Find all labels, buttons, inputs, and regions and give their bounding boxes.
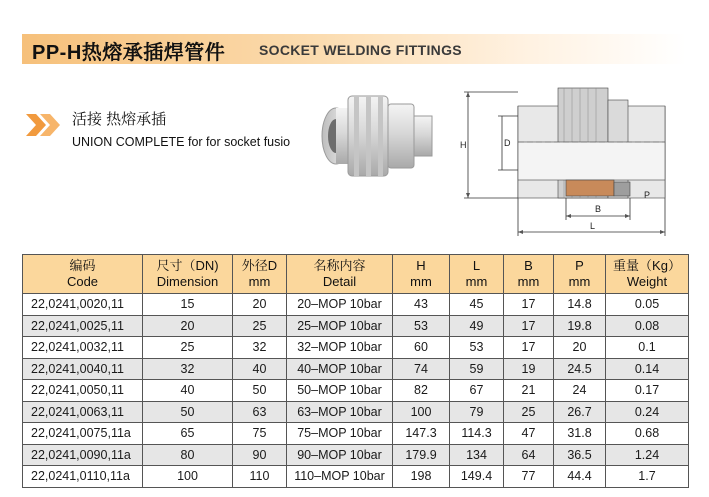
table-cell: 17	[504, 315, 554, 337]
column-header-en: Detail	[322, 274, 357, 289]
column-header-cn: 名称内容	[313, 258, 366, 273]
table-cell: 1.24	[606, 444, 689, 466]
table-row	[23, 423, 689, 445]
table-cell: 24	[554, 380, 606, 402]
table-row	[23, 380, 689, 402]
table-cell: 0.68	[606, 423, 689, 445]
column-header-en: mm	[517, 274, 540, 289]
table-cell: 22,0241,0090,11a	[23, 444, 143, 466]
table-cell: 25	[143, 337, 233, 359]
label-h: H	[460, 140, 467, 150]
column-header-cn: P	[575, 258, 584, 273]
table-header-row	[23, 255, 689, 294]
table-cell: 32	[143, 358, 233, 380]
column-header	[393, 255, 450, 294]
product-name-en: UNION COMPLETE for for socket fusio	[72, 135, 291, 149]
technical-drawing	[458, 86, 672, 240]
table-cell: 63–MOP 10bar	[287, 401, 393, 423]
table-cell: 90–MOP 10bar	[287, 444, 393, 466]
table-cell: 22,0241,0025,11	[23, 315, 143, 337]
table-cell: 0.08	[606, 315, 689, 337]
specs-table	[22, 254, 689, 488]
table-cell: 22,0241,0110,11a	[23, 466, 143, 488]
table-cell: 24.5	[554, 358, 606, 380]
column-header	[450, 255, 504, 294]
table-cell: 22,0241,0063,11	[23, 401, 143, 423]
table-cell: 198	[393, 466, 450, 488]
table-cell: 100	[393, 401, 450, 423]
table-row	[23, 315, 689, 337]
table-cell: 26.7	[554, 401, 606, 423]
table-body	[23, 294, 689, 488]
table-cell: 75–MOP 10bar	[287, 423, 393, 445]
column-header-en: mm	[410, 274, 432, 289]
table-cell: 36.5	[554, 444, 606, 466]
table-cell: 59	[450, 358, 504, 380]
table-cell: 40–MOP 10bar	[287, 358, 393, 380]
table-cell: 22,0241,0040,11	[23, 358, 143, 380]
column-header-en: mm	[248, 274, 271, 289]
table-cell: 77	[504, 466, 554, 488]
column-header	[233, 255, 287, 294]
table-cell: 32	[233, 337, 287, 359]
table-cell: 19.8	[554, 315, 606, 337]
table-cell: 17	[504, 294, 554, 316]
column-header	[23, 255, 143, 294]
table-cell: 20	[554, 337, 606, 359]
table-cell: 22,0241,0020,11	[23, 294, 143, 316]
table-cell: 40	[143, 380, 233, 402]
table-cell: 179.9	[393, 444, 450, 466]
table-cell: 15	[143, 294, 233, 316]
table-cell: 50	[233, 380, 287, 402]
table-cell: 82	[393, 380, 450, 402]
table-cell: 25–MOP 10bar	[287, 315, 393, 337]
table-cell: 1.7	[606, 466, 689, 488]
column-header-cn: 编码	[69, 258, 96, 273]
table-cell: 0.1	[606, 337, 689, 359]
table-cell: 63	[233, 401, 287, 423]
label-d: D	[504, 138, 511, 148]
column-header-cn: L	[472, 258, 481, 273]
double-chevron-right-icon	[24, 112, 64, 138]
product-photo	[318, 88, 438, 184]
table-cell: 20–MOP 10bar	[287, 294, 393, 316]
table-cell: 65	[143, 423, 233, 445]
table-cell: 19	[504, 358, 554, 380]
table-cell: 45	[450, 294, 504, 316]
column-header	[143, 255, 233, 294]
table-cell: 0.24	[606, 401, 689, 423]
table-cell: 64	[504, 444, 554, 466]
table-cell: 110–MOP 10bar	[287, 466, 393, 488]
table-cell: 149.4	[450, 466, 504, 488]
label-b: B	[595, 204, 602, 214]
column-header	[287, 255, 393, 294]
table-cell: 50	[143, 401, 233, 423]
column-header-cn: H	[416, 258, 426, 273]
table-cell: 22,0241,0032,11	[23, 337, 143, 359]
table-row	[23, 294, 689, 316]
column-header-en: Weight	[626, 274, 668, 289]
table-cell: 32–MOP 10bar	[287, 337, 393, 359]
table-cell: 43	[393, 294, 450, 316]
table-row	[23, 466, 689, 488]
table-row	[23, 444, 689, 466]
column-header	[606, 255, 689, 294]
label-l: L	[590, 221, 596, 231]
column-header-cn: 外径D	[241, 258, 278, 273]
table-cell: 20	[143, 315, 233, 337]
column-header-en: mm	[465, 274, 488, 289]
column-header-en: Code	[66, 274, 99, 289]
table-cell: 67	[450, 380, 504, 402]
table-cell: 110	[233, 466, 287, 488]
column-header-cn: 重量（Kg）	[613, 258, 681, 273]
table-cell: 80	[143, 444, 233, 466]
column-header-en: Dimension	[156, 274, 219, 289]
table-cell: 0.17	[606, 380, 689, 402]
table-cell: 53	[450, 337, 504, 359]
column-header-en: mm	[568, 274, 591, 289]
table-cell: 20	[233, 294, 287, 316]
table-cell: 60	[393, 337, 450, 359]
table-cell: 14.8	[554, 294, 606, 316]
table-cell: 22,0241,0050,11	[23, 380, 143, 402]
page-title-en: SOCKET WELDING FITTINGS	[259, 42, 462, 58]
table-row	[23, 337, 689, 359]
table-row	[23, 358, 689, 380]
table-cell: 49	[450, 315, 504, 337]
table-cell: 31.8	[554, 423, 606, 445]
label-p: P	[644, 190, 651, 200]
table-cell: 17	[504, 337, 554, 359]
table-cell: 75	[233, 423, 287, 445]
table-cell: 44.4	[554, 466, 606, 488]
column-header-cn: 尺寸（DN)	[156, 258, 219, 273]
table-cell: 50–MOP 10bar	[287, 380, 393, 402]
table-cell: 90	[233, 444, 287, 466]
table-row	[23, 401, 689, 423]
table-cell: 79	[450, 401, 504, 423]
table-cell: 40	[233, 358, 287, 380]
column-header	[504, 255, 554, 294]
table-cell: 0.05	[606, 294, 689, 316]
page-title-cn: PP-H热熔承插焊管件	[32, 42, 226, 64]
column-header-cn: B	[524, 258, 533, 273]
table-cell: 25	[233, 315, 287, 337]
table-cell: 74	[393, 358, 450, 380]
table-cell: 22,0241,0075,11a	[23, 423, 143, 445]
product-name-cn: 活接 热熔承插	[72, 111, 167, 128]
column-header	[554, 255, 606, 294]
table-cell: 53	[393, 315, 450, 337]
table-cell: 147.3	[393, 423, 450, 445]
table-cell: 25	[504, 401, 554, 423]
table-cell: 114.3	[450, 423, 504, 445]
table-cell: 0.14	[606, 358, 689, 380]
table-cell: 134	[450, 444, 504, 466]
table-cell: 21	[504, 380, 554, 402]
table-cell: 100	[143, 466, 233, 488]
table-cell: 47	[504, 423, 554, 445]
